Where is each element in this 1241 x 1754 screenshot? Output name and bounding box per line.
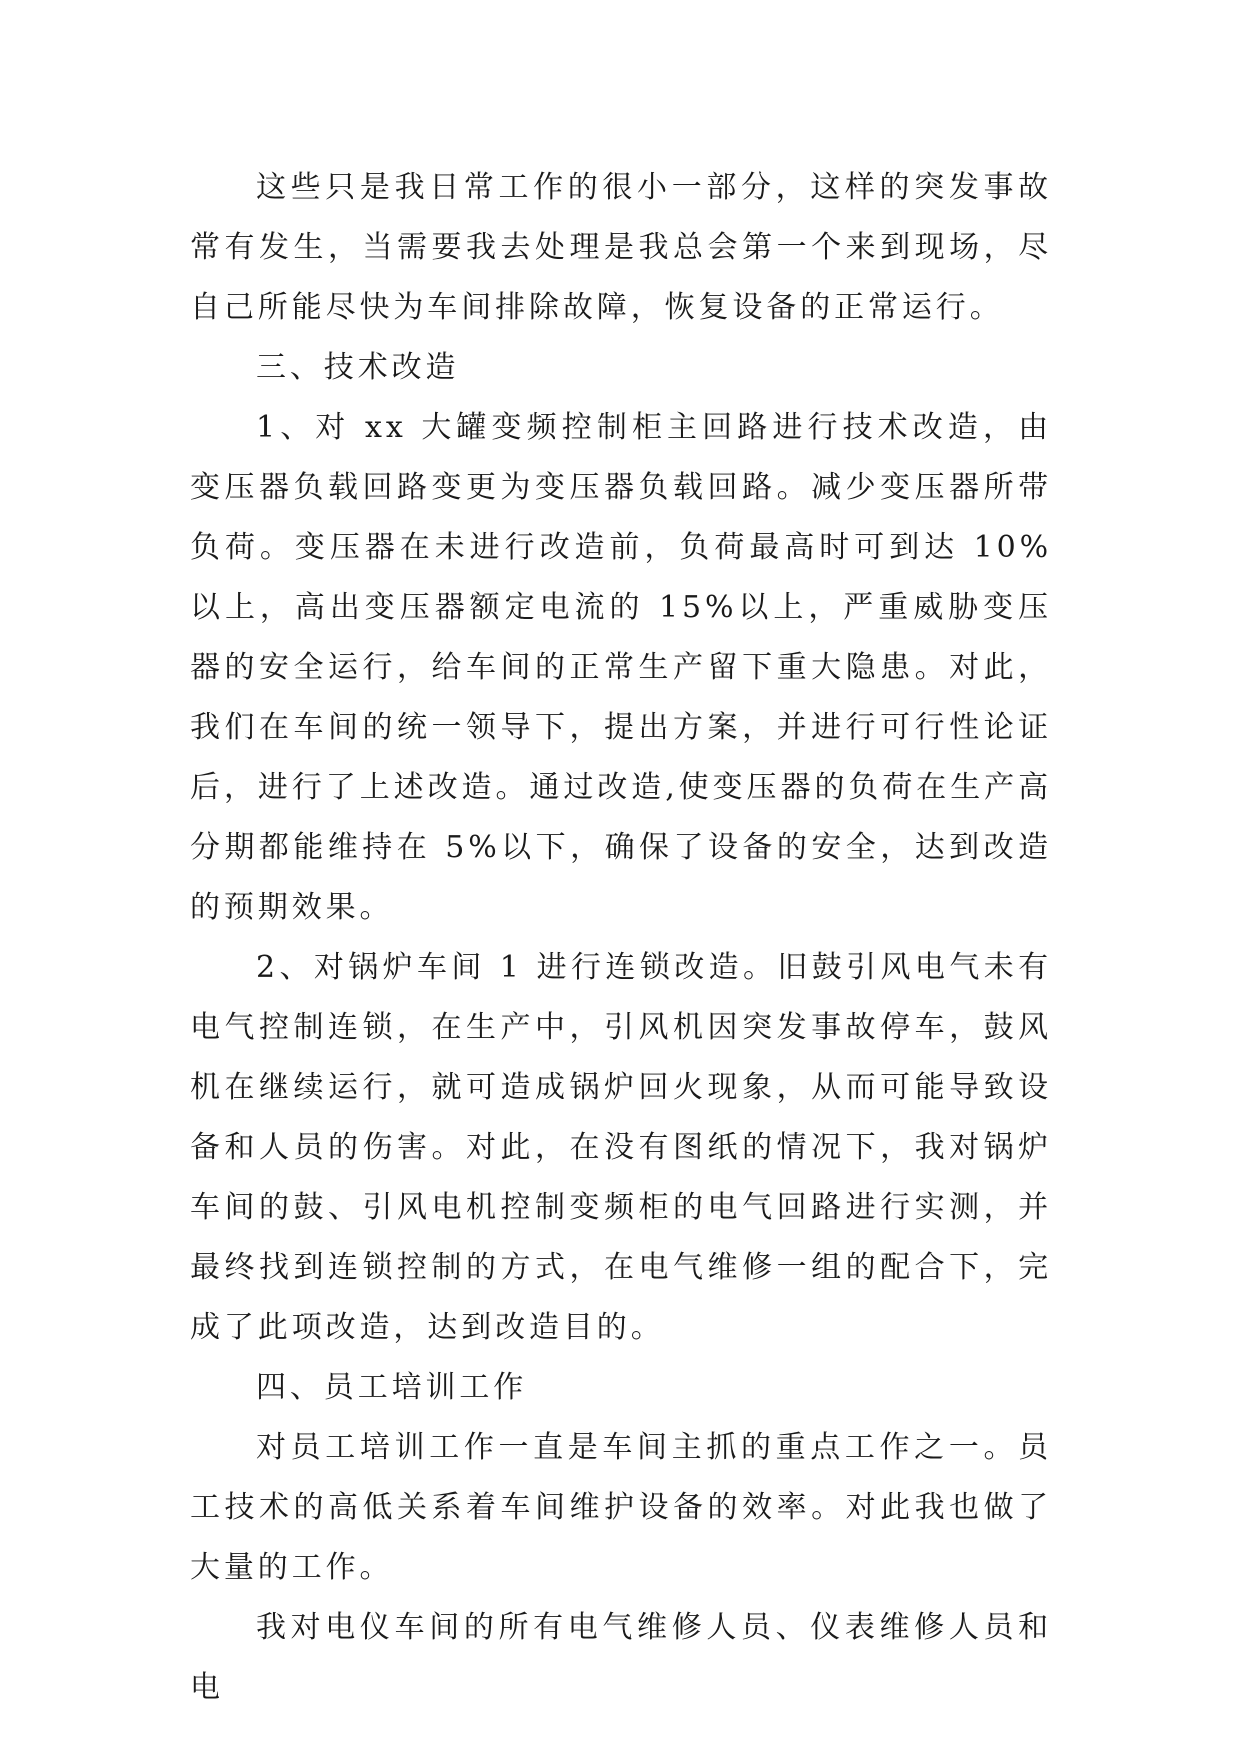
paragraph-training-intro: 对员工培训工作一直是车间主抓的重点工作之一。员工技术的高低关系着车间维护设备的效率。对此我也做了大量的工作。: [190, 1430, 1052, 1585]
paragraph-renovation-item-2: 2、对锅炉车间 1 进行连锁改造。旧鼓引风电气未有电气控制连锁，在生产中，引风机因突发事故停车，鼓风机在继续运行，就可造成锅炉回火现象，从而可能导致设备和人员的伤害。对此，在没有图纸的情况下，我对锅炉车间的鼓、引风电机控制变频柜的电气回路进行实测，并最终找到连锁控制的方式，在电气维修一组的配合下，完成了此项改造，达到改造目的。: [190, 950, 1052, 1345]
document-body: [190, 158, 1052, 1718]
paragraph-training-detail: 我对电仪车间的所有电气维修人员、仪表维修人员和电: [190, 1610, 1052, 1705]
paragraph-renovation-item-1: 1、对 xx 大罐变频控制柜主回路进行技术改造，由变压器负载回路变更为变压器负载回路。减少变压器所带负荷。变压器在未进行改造前，负荷最高时可到达 10%以上，高出变压器额定电流的 15%以上，严重威胁变压器的安全运行，给车间的正常生产留下重大隐患。对此，我们在车间的统一领导下，提出方案，并进行可行性论证后，进行了上述改造。通过改造,使变压器的负荷在生产高分期都能维持在 5%以下，确保了设备的安全，达到改造的预期效果。: [190, 410, 1052, 925]
section-heading-technical-renovation: 三、技术改造: [256, 350, 460, 385]
paragraph-emergency-handling: 这些只是我日常工作的很小一部分，这样的突发事故常有发生，当需要我去处理是我总会第一个来到现场，尽自己所能尽快为车间排除故障，恢复设备的正常运行。: [190, 170, 1052, 325]
section-heading-staff-training: 四、员工培训工作: [256, 1370, 528, 1405]
